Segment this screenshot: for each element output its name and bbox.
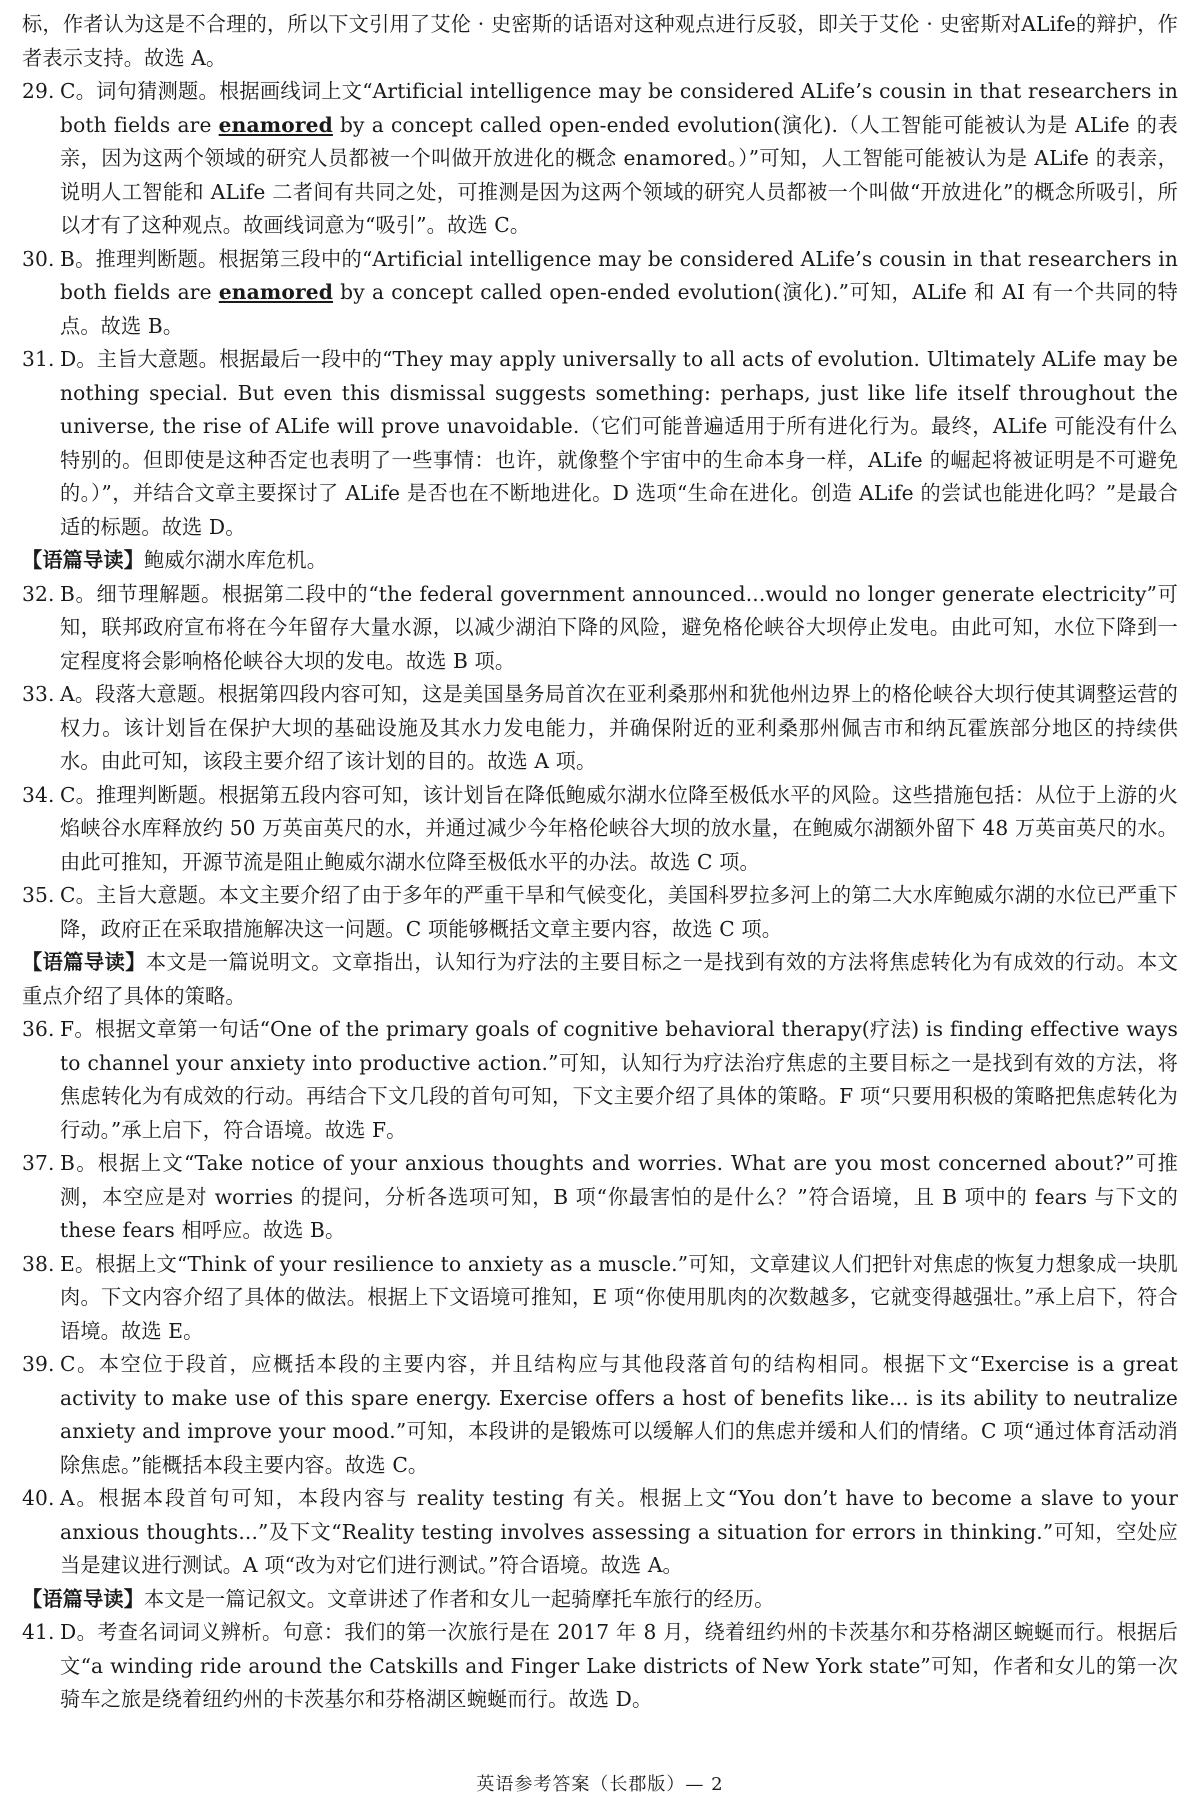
item-number: 32. — [22, 581, 55, 606]
item-number: 35. — [22, 883, 55, 907]
item-text: A。段落大意题。根据第四段内容可知，这是美国垦务局首次在亚利桑那州和犹他州边界上的格伦峡谷大坝行使其调整运营的权力。该计划旨在保护大坝的基础设施及其水力发电能力，并确保附近的亚利桑那州佩吉市和纳瓦霍族部分地区的持续供水。由此可知，该段主要介绍了该计划的目的。故选 A 项。 — [60, 682, 1178, 773]
underlined-word: enamored — [218, 112, 333, 137]
item-number: 40. — [22, 1486, 55, 1510]
item-text: by a concept called open-ended evolution(演化).（人工智能可能被认为是 ALife 的表亲，因为这两个领域的研究人员都被一个叫做开放进化的概念 enamored。）”可知，人工智能可能被认为是 ALife 的表亲，说明人工智能和 ALife 二者间有共同之处，可推测是因为这两个领域的研究人员都被一个叫做“开放进化”的概念所吸引，所以才有了这种观点。故画线词意为“吸引”。故选 C。 — [60, 112, 1178, 237]
item-number: 33. — [22, 682, 55, 706]
item-text: A。根据本段首句可知，本段内容与 reality testing 有关。根据上文“You don’t have to become a slave to your anxious thoughts...”及下文“Reality testing involves assessing a situation for errors in thinking.”可知，空处应当是建议进行测试。A 项“改为对它们进行测试。”符合语境。故选 A。 — [60, 1486, 1178, 1577]
answer-item-32 — [22, 578, 1178, 679]
answer-item-38 — [22, 1248, 1178, 1349]
item-number: 30. — [22, 246, 55, 271]
intro-continuation: 标，作者认为这是不合理的，所以下文引用了艾伦 · 史密斯的话语对这种观点进行反驳，即关于艾伦 · 史密斯对ALife的辩护，作者表示支持。故选 A。 — [22, 12, 1178, 70]
item-text: B。推理判断题。根据第三段中的“Artificial intelligence may be considered ALife’s cousin in that researchers in both fields are — [60, 246, 1178, 304]
item-number: 38. — [22, 1251, 55, 1276]
answer-item-30 — [22, 243, 1178, 344]
answer-item-35 — [22, 879, 1178, 946]
guide-text: 鲍威尔湖水库危机。 — [144, 548, 328, 572]
passage-guide-1 — [22, 544, 1178, 578]
item-number: 29. — [22, 79, 55, 103]
underlined-word: enamored — [218, 280, 334, 304]
answer-item-31 — [22, 343, 1178, 544]
item-text: by a concept called open-ended evolution(演化).”可知，ALife 和 AI 有一个共同的特点。故选 B。 — [60, 280, 1178, 338]
item-number: 39. — [22, 1352, 55, 1376]
page-footer: 英语参考答案（长郡版）— 2 — [476, 1774, 724, 1795]
answer-item-36 — [22, 1013, 1178, 1147]
item-number: 31. — [22, 347, 55, 371]
answer-item-39 — [22, 1348, 1178, 1482]
guide-label: 【语篇导读】 — [22, 548, 145, 572]
answer-item-37 — [22, 1147, 1178, 1248]
item-text: E。根据上文“Think of your resilience to anxiety as a muscle.”可知，文章建议人们把针对焦虑的恢复力想象成一块肌肉。下文内容介绍了具体的做法。根据上下文语境可推知，E 项“你使用肌肉的次数越多，它就变得越强壮。”承上启下，符合语境。故选 E。 — [60, 1251, 1178, 1343]
item-text: F。根据文章第一句话“One of the primary goals of cognitive behavioral therapy(疗法) is finding effective ways to channel your anxiety into productive action.”可知，认知行为疗法治疗焦虑的主要目标之一是找到有效的方法，将焦虑转化为有成效的行动。再结合下文几段的首句可知，下文主要介绍了具体的策略。F 项“只要用积极的策略把焦虑转化为行动。”承上启下，符合语境。故选 F。 — [60, 1017, 1178, 1142]
answer-item-40 — [22, 1482, 1178, 1583]
answer-item-33 — [22, 678, 1178, 779]
item-text: C。词句猜测题。根据画线词上文“Artificial intelligence may be considered ALife’s cousin in that researchers in both fields are — [60, 79, 1178, 137]
item-number: 34. — [22, 782, 55, 807]
guide-text: 本文是一篇记叙文。文章讲述了作者和女儿一起骑摩托车旅行的经历。 — [144, 1586, 775, 1611]
passage-guide-3 — [22, 1583, 1178, 1617]
guide-label: 【语篇导读】 — [22, 950, 146, 974]
item-text: D。考查名词词义辨析。句意：我们的第一次旅行是在 2017 年 8 月，绕着纽约州的卡茨基尔和芬格湖区蜿蜒而行。根据后文“a winding ride around the Catskills and Finger Lake districts of New York state”可知，作者和女儿的第一次骑车之旅是绕着纽约州的卡茨基尔和芬格湖区蜿蜒而行。故选 D。 — [60, 1620, 1178, 1711]
answer-page — [22, 8, 1178, 1717]
item-text: C。主旨大意题。本文主要介绍了由于多年的严重干旱和气候变化，美国科罗拉多河上的第二大水库鲍威尔湖的水位已严重下降，政府正在采取措施解决这一问题。C 项能够概括文章主要内容，故选 C 项。 — [60, 883, 1178, 941]
item-text: B。细节理解题。根据第二段中的“the federal government announced...would no longer generate electricity”可知，联邦政府宣布将在今年留存大量水源，以减少湖泊下降的风险，避免格伦峡谷大坝停止发电。由此可知，水位下降到一定程度将会影响格伦峡谷大坝的发电。故选 B 项。 — [60, 581, 1178, 673]
answer-item-41 — [22, 1616, 1178, 1717]
item-number: 41. — [22, 1620, 55, 1644]
item-number: 37. — [22, 1151, 55, 1175]
item-text: C。本空位于段首，应概括本段的主要内容，并且结构应与其他段落首句的结构相同。根据下文“Exercise is a great activity to make use of this spare energy. Exercise offers a host of benefits like... is its ability to neutralize anxiety and improve your mood.”可知，本段讲的是锻炼可以缓解人们的焦虑并缓和人们的情绪。C 项“通过体育活动消除焦虑。”能概括本段主要内容。故选 C。 — [60, 1352, 1178, 1477]
item-number: 36. — [22, 1017, 55, 1041]
item-text: D。主旨大意题。根据最后一段中的“They may apply universally to all acts of evolution. Ultimately ALife may be nothing special. But even this dismissal suggests something: perhaps, just like life itself throughout the universe, the rise of ALife will prove unavoidable.（它们可能普遍适用于所有进化行为。最终，ALife 可能没有什么特别的。但即使是这种否定也表明了一些事情：也许，就像整个宇宙中的生命本身一样，ALife 的崛起将被证明是不可避免的。）”，并结合文章主要探讨了 ALife 是否也在不断地进化。D 选项“生命在进化。创造 ALife 的尝试也能进化吗？”是最合适的标题。故选 D。 — [60, 347, 1178, 539]
item-text: C。推理判断题。根据第五段内容可知，该计划旨在降低鲍威尔湖水位降至极低水平的风险。这些措施包括：从位于上游的火焰峡谷水库释放约 50 万英亩英尺的水，并通过减少今年格伦峡谷大坝的放水量，在鲍威尔湖额外留下 48 万英亩英尺的水。由此可推知，开源节流是阻止鲍威尔湖水位降至极低水平的办法。故选 C 项。 — [60, 782, 1178, 874]
answer-item-34 — [22, 779, 1178, 880]
passage-guide-2 — [22, 946, 1178, 1013]
guide-label: 【语篇导读】 — [22, 1586, 145, 1611]
item-text: B。根据上文“Take notice of your anxious thoughts and worries. What are you most concerned about?”可推测，本空应是对 worries 的提问，分析各选项可知，B 项“你最害怕的是什么？”符合语境，且 B 项中的 fears 与下文的 these fears 相呼应。故选 B。 — [60, 1151, 1178, 1242]
guide-text: 本文是一篇说明文。文章指出，认知行为疗法的主要目标之一是找到有效的方法将焦虑转化为有成效的行动。本文重点介绍了具体的策略。 — [22, 950, 1178, 1008]
answer-item-29 — [22, 75, 1178, 243]
